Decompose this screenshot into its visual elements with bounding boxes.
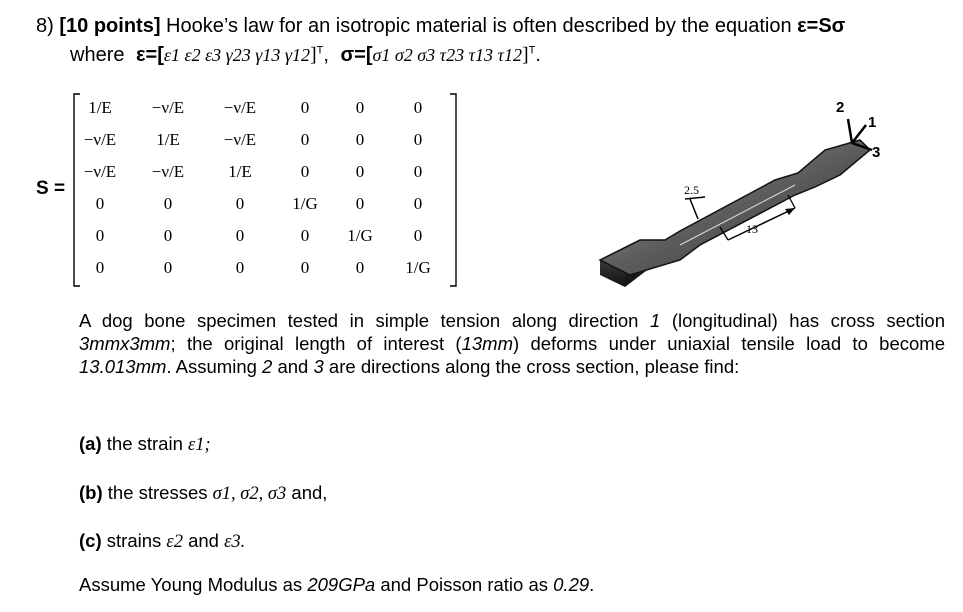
cross-section-value: 3mmx3mm xyxy=(79,333,171,354)
assume-text: and Poisson ratio as xyxy=(375,574,554,595)
part-b xyxy=(79,482,327,505)
part-a-label: (a) xyxy=(79,433,102,454)
axis-2-label: 2 xyxy=(836,99,845,116)
matrix-cell: 0 xyxy=(300,162,310,181)
specimen-top xyxy=(600,140,870,275)
statement-part: . Assuming xyxy=(166,356,263,377)
where-label: where xyxy=(70,44,125,66)
deformed-length-value: 13.013mm xyxy=(79,356,167,377)
matrix-cell: −ν/E xyxy=(223,130,257,149)
assumption xyxy=(79,574,594,596)
matrix-cell: −ν/E xyxy=(223,98,257,117)
matrix-cell: 0 xyxy=(355,98,365,117)
dim-width-line xyxy=(690,199,698,219)
matrix-cell: 1/G xyxy=(347,226,373,245)
matrix-cell: 0 xyxy=(95,258,105,277)
statement-part: and xyxy=(272,356,314,377)
matrix-cell: 1/G xyxy=(405,258,431,277)
matrix-cell: −ν/E xyxy=(151,162,185,181)
matrix-cell: −ν/E xyxy=(151,98,185,117)
eps-vec-lhs: ε=[ xyxy=(136,44,164,66)
axis-1-label: 1 xyxy=(868,114,877,131)
statement-part: (longitudinal) has cross section xyxy=(660,310,945,331)
matrix-cell: 0 xyxy=(163,258,173,277)
part-c xyxy=(79,530,245,553)
sigma-vec-close: ] xyxy=(521,44,529,66)
matrix-cell: 0 xyxy=(300,98,310,117)
matrix-cell: 0 xyxy=(300,226,310,245)
youngs-modulus-value: 209GPa xyxy=(307,574,376,595)
problem-header xyxy=(36,15,845,38)
part-b-label: (b) xyxy=(79,482,103,503)
dim-width-tick xyxy=(685,197,705,199)
statement-part: are directions along the cross section, please find: xyxy=(323,356,740,377)
compliance-matrix xyxy=(80,98,460,288)
matrix-cell: 0 xyxy=(235,258,245,277)
direction-3: 3 xyxy=(313,356,324,377)
direction-1: 1 xyxy=(649,310,661,331)
matrix-cell: 0 xyxy=(235,226,245,245)
sigma-vec-body: σ1 σ2 σ3 τ23 τ13 τ12 xyxy=(372,45,522,65)
part-c-symbol-2: ε3. xyxy=(224,532,246,552)
part-b-end: and, xyxy=(286,482,328,503)
problem-statement xyxy=(79,309,945,378)
axis-2-line xyxy=(848,119,852,143)
matrix-cell: 0 xyxy=(235,194,245,213)
eps-transpose: T xyxy=(316,44,324,57)
matrix-cell: 0 xyxy=(355,162,365,181)
part-c-text: strains xyxy=(101,530,167,551)
matrix-cell: 0 xyxy=(300,130,310,149)
dim-width-label: 2.5 xyxy=(684,183,699,197)
vec-period: . xyxy=(535,44,541,66)
matrix-cell: 0 xyxy=(95,194,105,213)
part-b-symbol: σ1, σ2, σ3 xyxy=(212,484,287,504)
matrix-cell: 0 xyxy=(355,130,365,149)
assume-text: . xyxy=(589,574,595,595)
matrix-cell: 1/E xyxy=(88,98,112,117)
matrix-cell: 0 xyxy=(355,258,365,277)
matrix-cell: 1/G xyxy=(292,194,318,213)
eps-vec-body: ε1 ε2 ε3 γ23 γ13 γ12 xyxy=(163,45,310,65)
statement-part: A dog bone specimen tested in simple tension along direction xyxy=(79,310,650,331)
vec-comma: , xyxy=(323,44,329,66)
dog-bone-figure xyxy=(570,95,910,305)
problem-number: 8) xyxy=(36,15,54,37)
matrix-cell: 0 xyxy=(413,194,423,213)
assume-text: Assume Young Modulus as xyxy=(79,574,308,595)
matrix-cell: 0 xyxy=(413,130,423,149)
problem-intro: Hooke’s law for an isotropic material is often described by the equation xyxy=(166,15,798,37)
matrix-cell: 0 xyxy=(413,226,423,245)
problem-equation: ε=Sσ xyxy=(797,15,846,37)
matrix-cell: 0 xyxy=(413,98,423,117)
original-length-value: 13mm xyxy=(461,333,513,354)
eps-vec-close: ] xyxy=(309,44,317,66)
part-c-label: (c) xyxy=(79,530,102,551)
problem-points: [10 points] xyxy=(59,15,161,37)
part-b-text: the stresses xyxy=(102,482,213,503)
matrix-cell: 0 xyxy=(163,194,173,213)
direction-2: 2 xyxy=(262,356,273,377)
matrix-cell: 1/E xyxy=(156,130,180,149)
poisson-ratio-value: 0.29 xyxy=(553,574,590,595)
matrix-cell: 0 xyxy=(413,162,423,181)
part-a-text: the strain xyxy=(101,433,189,454)
part-a xyxy=(79,433,211,456)
statement-part: ) deforms under uniaxial tensile load to become xyxy=(513,333,945,354)
matrix-cell: −ν/E xyxy=(83,162,117,181)
matrix-cell: 0 xyxy=(163,226,173,245)
matrix-cell: 1/E xyxy=(228,162,252,181)
sigma-transpose: T xyxy=(528,44,536,57)
matrix-cell: −ν/E xyxy=(83,130,117,149)
part-c-and: and xyxy=(182,530,225,551)
matrix-cell: 0 xyxy=(355,194,365,213)
part-c-symbol-1: ε2 xyxy=(166,532,183,552)
matrix-cell: 0 xyxy=(300,258,310,277)
dim-length-label: 13 xyxy=(746,222,758,236)
matrix-label: S = xyxy=(36,178,66,199)
vector-definitions xyxy=(70,44,541,67)
sigma-vec-lhs: σ=[ xyxy=(340,44,373,66)
part-a-symbol: ε1; xyxy=(188,435,211,455)
statement-part: ; the original length of interest ( xyxy=(170,333,462,354)
axis-3-label: 3 xyxy=(872,144,881,161)
matrix-cell: 0 xyxy=(95,226,105,245)
